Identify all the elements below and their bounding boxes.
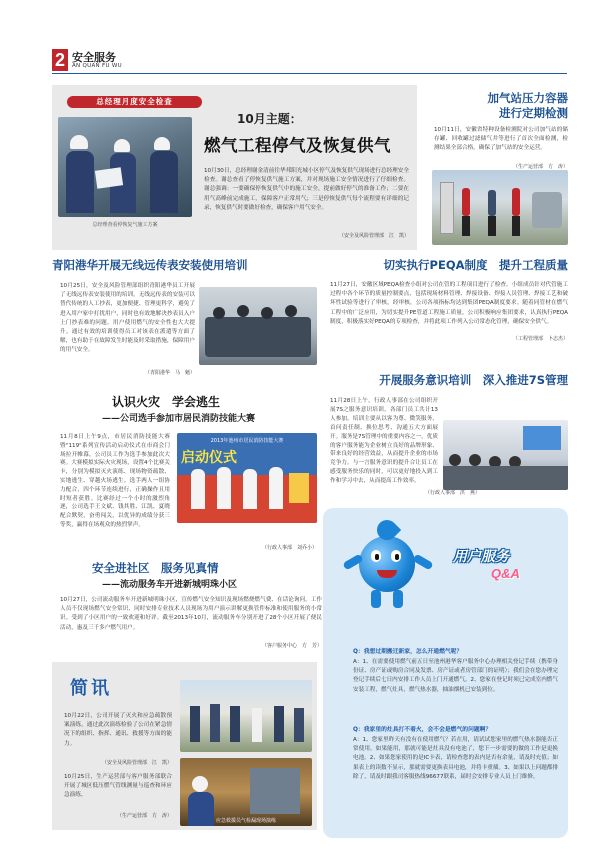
peqa-author: （工程管理部 卜志杰）: [512, 336, 568, 342]
brief-title: 简讯: [70, 678, 112, 699]
pressure-body: 10月11日，安徽省特种设备检测院对公司加气站的储存罐、回收罐过滤储气井等进行了首次全面检测，检测结果全部合格，确保了加气站的安全运营。: [434, 127, 568, 152]
peqa-body: 11月27日，安徽区域PEQA检查小组对公司在管的工程项目进行了检查。小组成员针对代管施工过程中各个环节的质量控制要点，包括现场材料管理、焊接设备、焊接人员管理、焊接工艺和破坏性试验等进行了审核，经审核，公司各项指标均达到集团PEQA制度要求。随着同管材在燃气工程中的广泛应用，为切实提升PE管道工程施工质量，公司积极响应集团要求，认真执行PEQA制度，积极落实好PEQA的专项检查，并将此项工作列入公司常态化管理，确保安全供气。: [330, 282, 568, 325]
wireless-author: （青阳港华 马 魁）: [144, 370, 195, 376]
brief-photo-bottom: [180, 758, 312, 826]
fire-banner-text: 2013年池州市居民消防技能大赛: [210, 438, 284, 444]
community-author: （客户服务中心 方 芳）: [261, 643, 322, 649]
brief-item-1-author: （安全及风险管理部 江 凯）: [101, 760, 172, 766]
seven-s-body: 11月28日上午，行政人事部在公司组织开展7S之服务意识培训，各部门员工共计13人参加。培训主要从以客为尊、微笑服务、首问责任制、换位思考、沟通五大方面展开。服务是7S管理中的重要内容之一，优质的客户服务能为企业树立良好的品牌形象、带来良好的经营效益，从而提升企业的市场竞争力。与一言服务意识的提升合让员工在感受服务快乐的同时，可以更好地投入到工作和学习中去，从而提高工作效率。: [330, 398, 438, 485]
fire-subtitle: ——公司选手参加市居民消防技能大赛: [102, 414, 256, 424]
page-header: [52, 49, 567, 77]
brief-photo-caption: 应急救援员气检漏现场演练: [215, 818, 276, 824]
peqa-article: [330, 257, 568, 357]
qa-badge: Q&A: [491, 566, 520, 581]
community-title: 安全进社区 服务见真情: [92, 561, 219, 575]
wireless-photo: [199, 287, 317, 365]
pressure-title-line1: 加气站压力容器: [487, 91, 568, 105]
community-article: [52, 560, 322, 655]
brief-item-1: 10月22日，公司开展了灭火和应急疏散预案演练，通过此次演练检验了公司在紧急情况下的组织、指挥、通讯、救援等方面的能力。: [64, 713, 172, 747]
pressure-title-line2: 进行定期检测: [499, 106, 568, 120]
top-article-box: [52, 85, 417, 250]
section-pinyin: AN QUAN FU WU: [72, 63, 122, 69]
seven-s-photo: [443, 420, 568, 490]
brief-item-2: 10月25日，生产运营部与客户服务部联合开展了城区低压燃气管线测量与巡查和环应急演练。: [64, 774, 172, 799]
fire-photo: [177, 433, 317, 523]
brief-photo-top: [180, 680, 312, 752]
community-body: 10月27日，公司流动服务车开进新城明珠小区，宣传燃气安全知识及现场燃烧燃气费、在话论询问。工作人员不仅现场燃气安全常识，同时安排专业技术人员现场为用户演示讲解更换管件标准和使用服务的小常识。受到了小区用户的一致欢迎和好评。截至2013年10月，流动服务车分别开进了28个小区开展了便民活动，惠及三千多户燃气用户。: [60, 597, 322, 631]
gas-mascot: [341, 518, 441, 618]
peqa-title: 切实执行PEQA制度 提升工程质量: [383, 258, 568, 272]
top-article-body: 10月30日，总经理谢金清前往华邦阳光城小区停气及恢复供气现场进行总经理安全检查。谢总查看了停恢复供气施工方案，并对现场施工安全情况进行了仔细检查。谢总强调：一要确保停恢复供气中的施工安全，提前做好停气的准备工作；二要在用气高峰前完成施工，保障客户正常用气；三是停恢复供气每个流程要有详细的记录，恢复供气时要做好检查，确保客户用气安全。: [204, 168, 409, 211]
community-subtitle: ——流动服务车开进新城明珠小区: [102, 580, 238, 590]
theme-label: 10月主题：: [237, 112, 302, 126]
qa-title: 用户服务: [453, 549, 509, 565]
qa-answer-1: A：1、在需要使用燃气前五日至池州港华客户服务中心办理相关登记手续（携带身份证、房产证或购房合同及发票、房产证或者房管部门的证明）；我们会在您办理完登记手续后七日内安排工作人员上门开通燃气。2、您家在登记时须已完成室内燃气安装工程，燃气灶具，燃气热水器，抽油烟机已安装到位。: [353, 659, 558, 693]
header-rule: [52, 73, 567, 74]
fire-title: 认识火灾 学会逃生: [112, 395, 221, 409]
qa-answer-2: A：1、您家里昨天有没有在使用燃气？若在用，请试试您家里的燃气热水器能否正常使用。如果能用，那就可能是灶具没有电池了，您下一步需要的做的工作是更换电池。2、如果您家使用的是IC卡表，请检查您的表内是否有余量，请及时充值；如果表上的读数不显示，那就需要更换表具电池，并将卡重插。3、如果以上问题都排除了，请及时跟我司客服热线96677联系，届时会安排专业人员上门维修。: [353, 737, 558, 780]
pressure-photo: [432, 170, 568, 245]
pressure-author: （生产运营部 方 涛）: [512, 164, 568, 170]
wireless-title: 青阳港华开展无线远传表安装使用培训: [52, 258, 248, 272]
page-number: 2: [52, 49, 68, 71]
inspection-photo: [58, 117, 192, 217]
top-article-author: （安全及风险管理部 江 凯）: [338, 233, 409, 239]
seven-s-title: 开展服务意识培训 深入推进7S管理: [379, 373, 568, 387]
top-headline: 燃气工程停气及恢复供气: [204, 136, 391, 155]
qa-panel: [323, 508, 568, 838]
brief-item-2-author: （生产运营部 方 涛）: [116, 813, 172, 819]
fire-banner-big: 启动仪式: [181, 450, 237, 466]
inspection-ribbon: 总经理月度安全检查: [67, 96, 202, 108]
wireless-body: 10月25日，安全及风险管理部组织青阳港华员工开展了无线远传表安装使用的培训。无线远传表的安装可以替代传统的人工抄表，更加便捷、管理更科学，避免了进入用户家中打扰用户，同时也有效地解决抄表员入户上门抄表难的问题。用户使用燃气的安全性也大大提升。通过有效的培训使得员工对该表在派遣等方面了解，也有助于在故障发生时能及时采取措施，保障用户的用气安全。: [60, 283, 195, 354]
fire-author: （行政人事部 刘乔小）: [261, 545, 317, 551]
section-title: 安全服务: [72, 51, 116, 64]
brief-box: [52, 662, 317, 830]
qa-question-2: Q：我家里的灶具打不着火，会不会是燃气的问题啊？: [353, 727, 492, 733]
qa-question-1: Q：我想过期搬迁新家，怎么开通燃气呢？: [353, 649, 463, 655]
seven-s-author: （行政人事部 洪 燕）: [424, 490, 480, 496]
inspection-photo-caption: 总经理查看停恢复气施工方案: [92, 222, 158, 228]
fire-body: 11月8日上午9点，市居民消防技能大赛暨"119"系列宣传活动启动仪式在市商会门场拉开帷幕，公司员工作为选手参加此次大赛。大赛模拟实际火灾现场，设置4个比赛关卡，分别为模拟灭火演练、现场物资疏散、实地逃生、穿越火场逃生。选手两人一组协力配合，四个环节连续进行，正确操作且用时短者获胜。比赛经过一个小时的激烈角逐，公司选手王文斌、钱其胜、江凯、夏晓配合默契，奋勇闯关，以优异的成绩分获三等奖，赢得在场观众的热烈掌声。: [60, 434, 170, 528]
